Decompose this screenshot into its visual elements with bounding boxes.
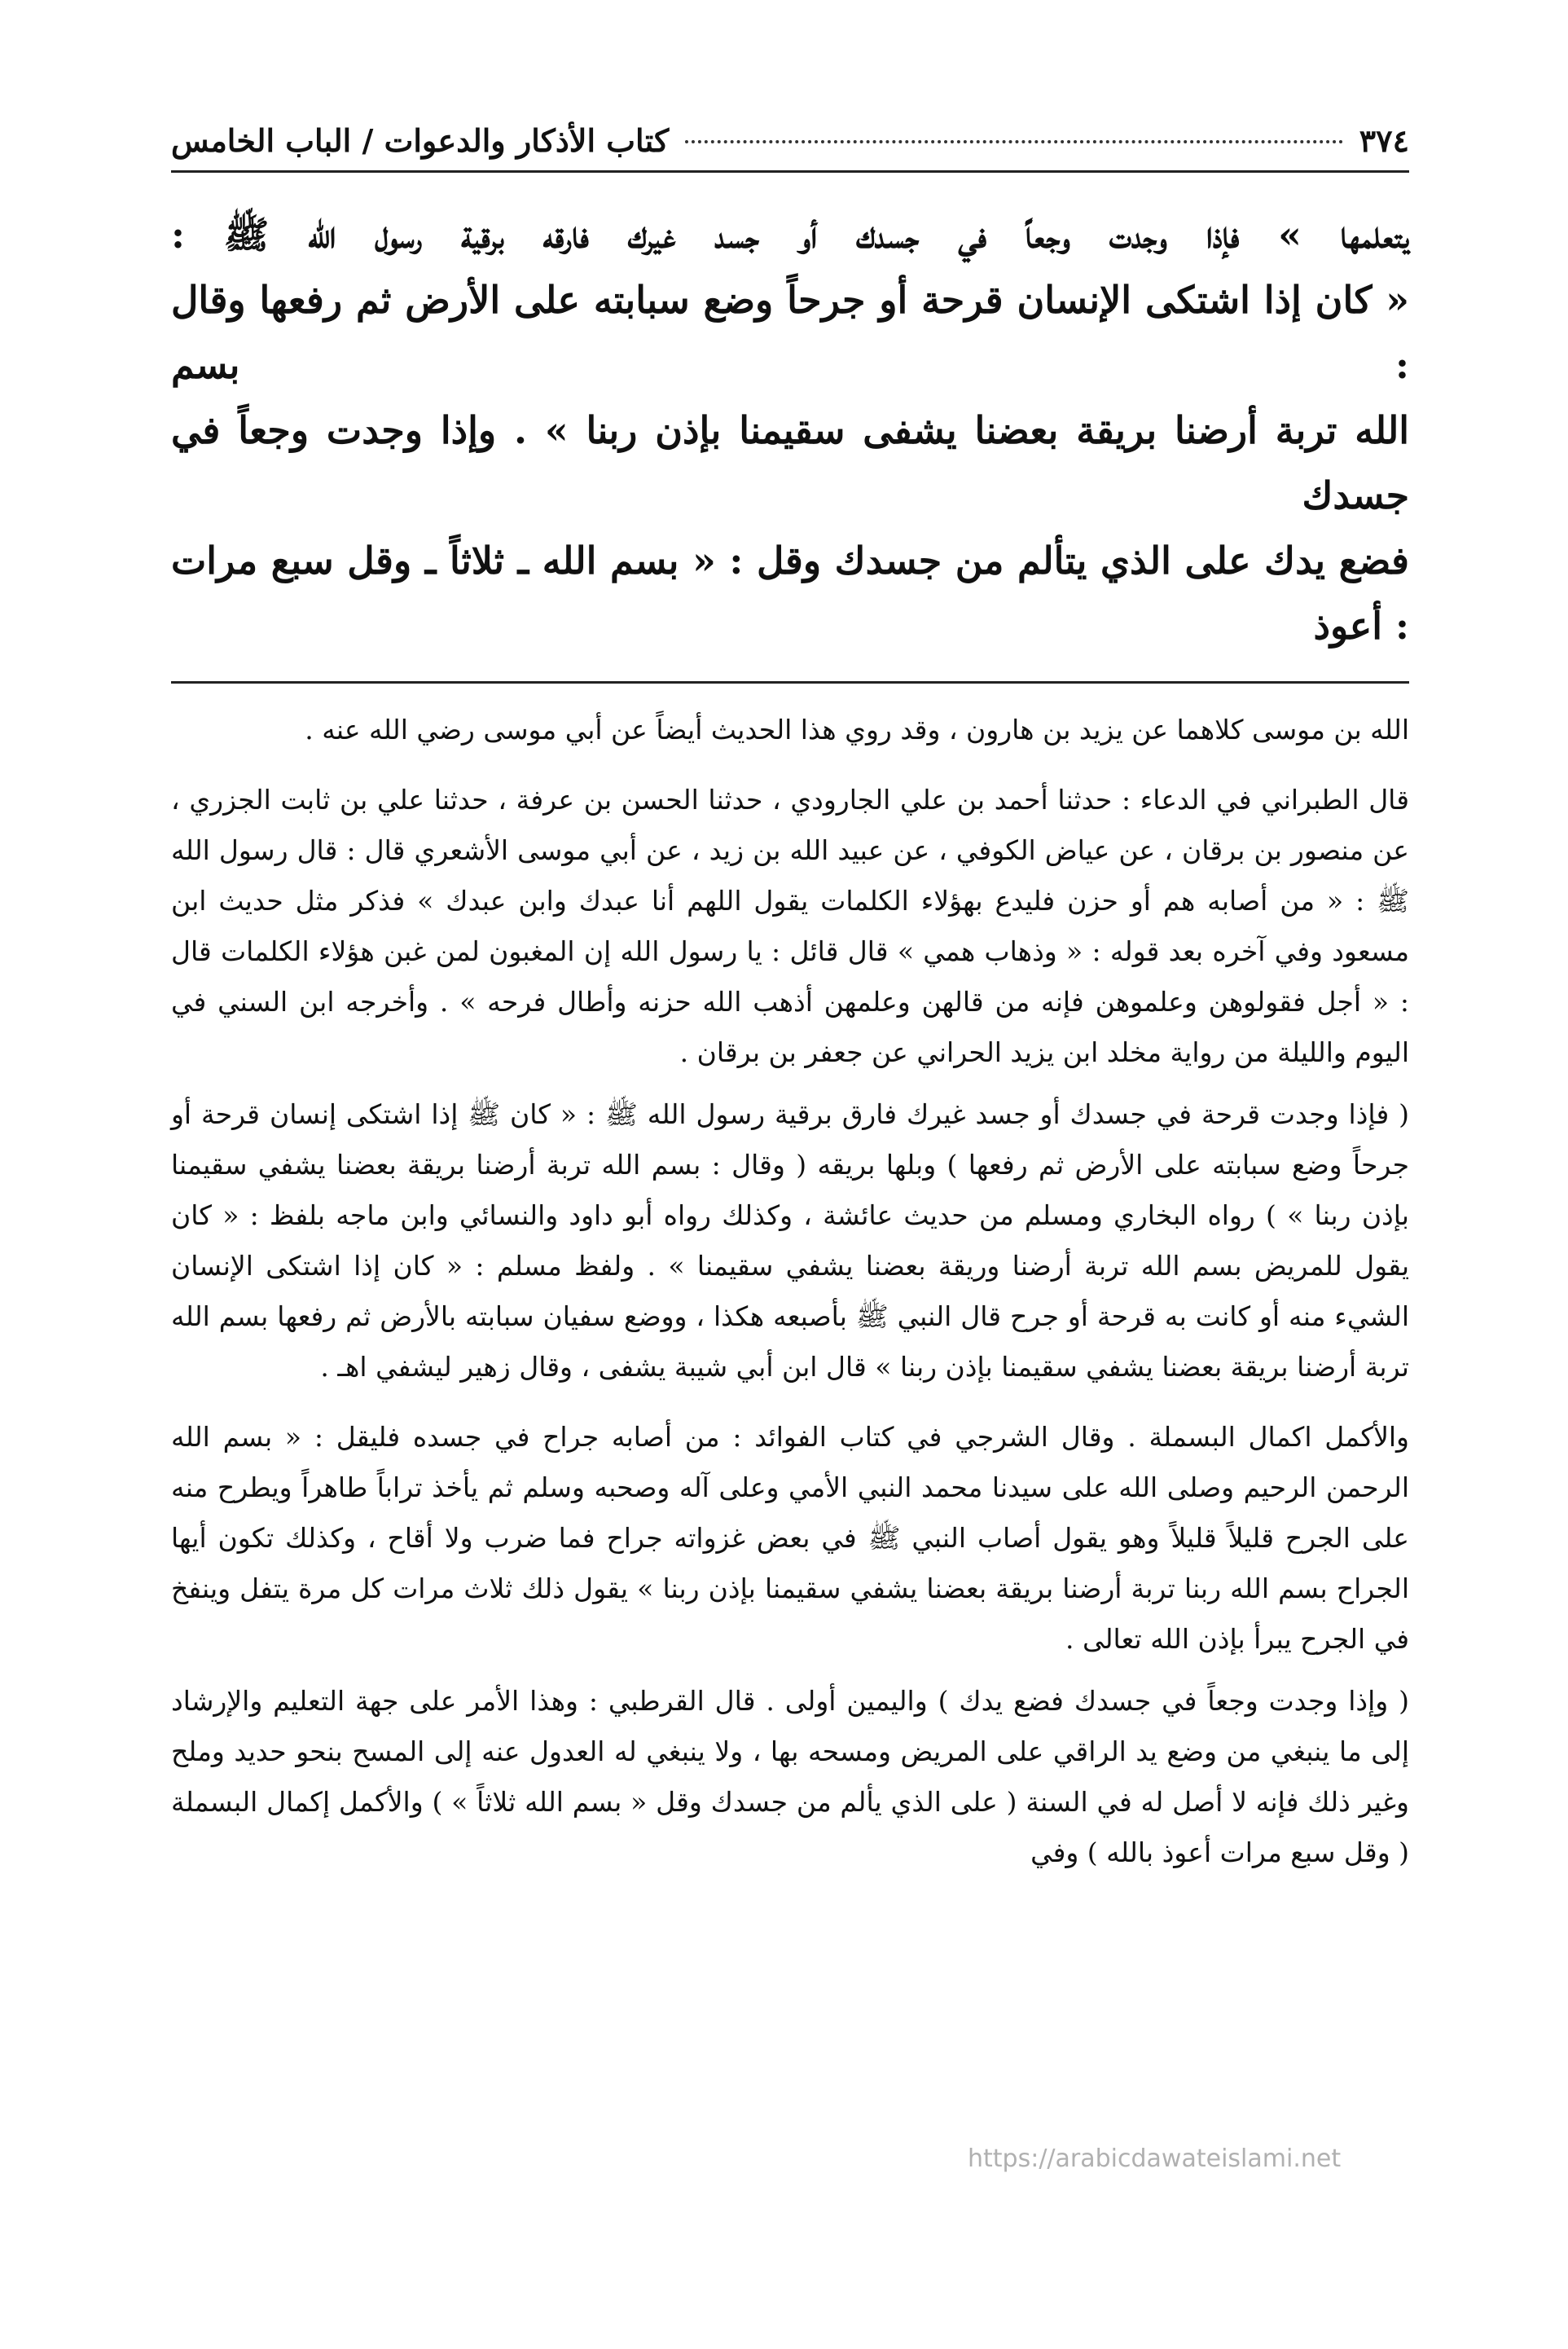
chapter-title: كتاب الأذكار والدعوات / الباب الخامس: [171, 122, 670, 159]
watermark-url: https://arabicdawateislami.net: [968, 2144, 1342, 2173]
commentary: [171, 705, 1409, 1878]
main-line-4: فضع يدك على الذي يتألم من جسدك وقل : « بسم الله ـ ثلاثاً ـ وقل سبع مرات : أعوذ: [171, 539, 1409, 648]
header-leader-dots: [685, 140, 1343, 143]
footnote-paragraph-2: قال الطبراني في الدعاء : حدثنا أحمد بن علي الجارودي ، حدثنا الحسن بن عرفة ، حدثنا علي بن ثابت الجزري ، عن منصور بن برقان ، عن عياض الكوفي ، عن عبيد الله بن زيد ، عن أبي موسى الأشعري قال : قال رسول الله ﷺ : « من أصابه هم أو حزن فليدع بهؤلاء الكلمات يقول اللهم أنا عبدك وابن عبدك » فذكر مثل حديث ابن مسعود وفي آخره بعد قوله : « وذهاب همي » قال قائل : يا رسول الله إن المغبون لمن غبن هؤلاء الكلمات قال : « أجل فقولوهن وعلموهن فإنه من قالهن وعلمهن أذهب الله حزنه وأطال فرحه » . وأخرجه ابن السني في اليوم والليلة من رواية مخلد ابن يزيد الحراني عن جعفر بن برقان .: [171, 784, 1409, 1068]
main-line-1: يتعلمها » فإذا وجدت وجعاً في جسدك أو جسد غيرك فارقه برقية رسول الله ﷺ :: [171, 213, 1409, 257]
running-header: [171, 122, 1409, 173]
footnote-paragraph-4: والأكمل اكمال البسملة . وقال الشرجي في كتاب الفوائد : من أصابه جراح في جسده فليقل : « بسم الله الرحمن الرحيم وصلى الله على سيدنا محمد النبي الأمي وعلى آله وصحبه وسلم ثم يأخذ تراباً طاهراً ويطرح منه على الجرح قليلاً قليلاً وهو يقول أصاب النبي ﷺ في بعض غزواته جراح فما ضرب ولا أقاح ، وكذلك تكون أيها الجراح بسم الله ربنا تربة أرضنا بريقة بعضنا يشفي سقيمنا بإذن ربنا » يقول ذلك ثلاث مرات كل مرة يتفل وينفخ في الجرح يبرأ بإذن الله تعالى .: [171, 1421, 1409, 1655]
page-number: ٣٧٤: [1359, 122, 1409, 159]
footnote-paragraph-5: ( وإذا وجدت وجعاً في جسدك فضع يدك ) واليمين أولى . قال القرطبي : وهذا الأمر على جهة التعليم والإرشاد إلى ما ينبغي من وضع يد الراقي على المريض ومسحه بها ، ولا ينبغي له العدول عنه إلى المسح بنحو حديد وملح وغير ذلك فإنه لا أصل له في السنة ( على الذي يألم من جسدك وقل « بسم الله ثلاثاً » ) والأكمل إكمال البسملة ( وقل سبع مرات أعوذ بالله ) وفي: [171, 1685, 1409, 1868]
footnote-paragraph-1: الله بن موسى كلاهما عن يزيد بن هارون ، وقد روي هذا الحديث أيضاً عن أبي موسى رضي الله عنه .: [305, 714, 1409, 746]
main-line-3: الله تربة أرضنا بريقة بعضنا يشفى سقيمنا بإذن ربنا » . وإذا وجدت وجعاً في جسدك: [171, 408, 1409, 517]
main-text: [171, 202, 1409, 658]
main-line-2: « كان إذا اشتكى الإنسان قرحة أو جرحاً وضع سبابته على الأرض ثم رفعها وقال : بسم: [171, 278, 1409, 387]
footnote-divider: [171, 681, 1409, 684]
footnote-paragraph-3: ( فإذا وجدت قرحة في جسدك أو جسد غيرك فارق برقية رسول الله ﷺ : « كان ﷺ إذا اشتكى إنسان قرحة أو جرحاً وضع سبابته على الأرض ثم رفعها ) وبلها بريقه ( وقال : بسم الله تربة أرضنا بريقة بعضنا يشفي سقيمنا بإذن ربنا » ) رواه البخاري ومسلم من حديث عائشة ، وكذلك رواه أبو داود والنسائي وابن ماجه بلفظ : « كان يقول للمريض بسم الله تربة أرضنا وريقة بعضنا يشفي سقيمنا » . ولفظ مسلم : « كان إذا اشتكى الإنسان الشيء منه أو كانت به قرحة أو جرح قال النبي ﷺ بأصبعه هكذا ، ووضع سفيان سبابته بالأرض ثم رفعها بسم الله تربة أرضنا بريقة بعضنا يشفي سقيمنا بإذن ربنا » قال ابن أبي شيبة يشفى ، وقال زهير ليشفي اهـ .: [171, 1098, 1409, 1383]
